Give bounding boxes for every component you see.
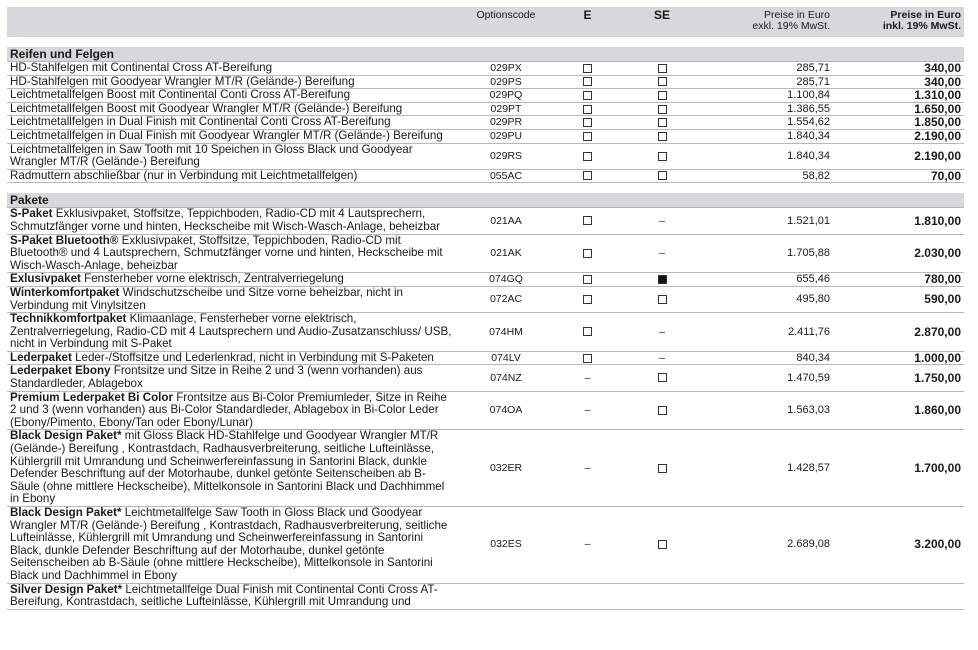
availability-e	[555, 75, 620, 89]
header-se: SE	[620, 7, 704, 37]
option-text: Exklusivpaket, Stoffsitze, Teppichboden, Radio-CD mit Bluetooth® und 4 Lautsprechern, Schmutzfänger vorne und hinten, Heckscheibe mit Wisch-Wasch-Anlage, beheizbar	[10, 233, 443, 272]
option-description	[7, 313, 457, 352]
price-incl-vat: 2.030,00	[833, 234, 964, 273]
price-excl-vat: 495,80	[704, 286, 833, 312]
availability-se	[620, 507, 704, 584]
price-excl-vat: 1.386,55	[704, 102, 833, 116]
empty-square-icon	[658, 77, 667, 86]
availability-e	[555, 208, 620, 234]
filled-square-icon	[658, 275, 667, 284]
price-incl-vat: 3.200,00	[833, 507, 964, 584]
availability-se	[620, 430, 704, 507]
option-code: 074OA	[457, 391, 555, 430]
not-available-dash: –	[659, 247, 665, 260]
section-header	[7, 47, 964, 62]
option-code: 074GQ	[457, 273, 555, 287]
package-name: Black Design Paket*	[10, 429, 122, 443]
option-text: Frontsitze und Sitze in Reihe 2 und 3 (wenn vorhanden) aus Standardleder, Ablagebox	[10, 364, 423, 391]
not-available-dash: –	[659, 325, 665, 338]
package-name: Exlusivpaket	[10, 272, 81, 286]
option-text: Leichtmetallfelgen in Dual Finish mit Continental Conti Cross AT-Bereifung	[10, 115, 391, 129]
empty-square-icon	[583, 275, 592, 284]
empty-square-icon	[658, 464, 667, 473]
empty-square-icon	[583, 216, 592, 225]
price-excl-vat: 655,46	[704, 273, 833, 287]
header-price-excl	[704, 7, 833, 37]
option-code: 029PS	[457, 75, 555, 89]
section-spacer	[7, 183, 964, 194]
price-excl-vat: 1.563,03	[704, 391, 833, 430]
option-code: 074LV	[457, 351, 555, 365]
availability-se	[620, 365, 704, 391]
availability-e	[555, 234, 620, 273]
price-incl-vat: 70,00	[833, 169, 964, 183]
option-code: 029RS	[457, 143, 555, 169]
option-text: Leder-/Stoffsitze und Lederlenkrad, nicht in Verbindung mit S-Paketen	[71, 350, 434, 364]
availability-se	[620, 583, 704, 609]
option-description	[7, 430, 457, 507]
table-body	[7, 37, 964, 609]
not-available-dash: –	[584, 461, 591, 474]
option-description	[7, 75, 457, 89]
price-excl-vat: 1.705,88	[704, 234, 833, 273]
not-available-dash: –	[659, 351, 665, 364]
section-header-cell	[704, 47, 833, 62]
table-row	[7, 143, 964, 169]
package-name: Technikkomfortpaket	[10, 312, 127, 326]
price-excl-vat: 285,71	[704, 75, 833, 89]
option-description	[7, 351, 457, 365]
availability-se	[620, 116, 704, 130]
option-description	[7, 129, 457, 143]
price-excl-vat: 1.840,34	[704, 129, 833, 143]
availability-se	[620, 351, 704, 365]
availability-se	[620, 129, 704, 143]
option-code: 055AC	[457, 169, 555, 183]
header-price-incl	[833, 7, 964, 37]
option-code: 029PU	[457, 129, 555, 143]
empty-square-icon	[583, 295, 592, 304]
table-row	[7, 365, 964, 391]
option-code: 072AC	[457, 286, 555, 312]
section-header-cell	[620, 193, 704, 208]
option-description	[7, 583, 457, 609]
price-excl-vat: 2.689,08	[704, 507, 833, 584]
availability-e	[555, 286, 620, 312]
option-description	[7, 89, 457, 103]
table-row	[7, 102, 964, 116]
option-text: Exklusivpaket, Stoffsitze, Teppichboden, Radio-CD mit 4 Lautsprechern, Schmutzfänger vorne und hinten, Heckscheibe mit Wisch-Wasch-Anlage, beheizbar	[10, 207, 441, 233]
option-text: mit Gloss Black HD-Stahlfelge und Goodyear Wrangler MT/R (Gelände-) Bereifung , Kontrastdach, Radhausverbreiterung, seitliche Lufteinlässe, Kühlergrill mit Umrandung und Scheinwerfereinfassung in Santorini Black, dunkle Defender Beschriftung auf der Motorhaube, dunkel getönte Seitenscheiben ab B-Säule (ohne mittlere Heckscheibe), Mittelkonsole in Santorini Black und Dachhimmel in Ebony	[10, 429, 445, 506]
section-header-cell	[704, 193, 833, 208]
not-available-dash: –	[584, 538, 591, 551]
option-description	[7, 62, 457, 76]
option-text: Leichtmetallfelgen in Saw Tooth mit 10 Speichen in Gloss Black und Goodyear Wrangler MT/R (Gelände-) Bereifung	[10, 142, 413, 169]
price-excl-vat: 285,71	[704, 62, 833, 76]
table-row	[7, 351, 964, 365]
option-description	[7, 286, 457, 312]
table-row	[7, 286, 964, 312]
section-header-cell	[457, 47, 555, 62]
option-description	[7, 507, 457, 584]
section-header-cell	[555, 193, 620, 208]
empty-square-icon	[583, 64, 592, 73]
price-incl-vat: 2.870,00	[833, 313, 964, 352]
availability-e	[555, 430, 620, 507]
price-incl-vat: 2.190,00	[833, 143, 964, 169]
option-code: 074NZ	[457, 365, 555, 391]
price-incl-vat: 1.850,00	[833, 116, 964, 130]
package-name: Lederpaket Ebony	[10, 364, 111, 378]
table-row	[7, 313, 964, 352]
price-incl-vat: 1.310,00	[833, 89, 964, 103]
availability-e	[555, 313, 620, 352]
price-excl-vat: 1.521,01	[704, 208, 833, 234]
table-row	[7, 273, 964, 287]
availability-se	[620, 208, 704, 234]
availability-e	[555, 62, 620, 76]
table-row	[7, 583, 964, 609]
option-description	[7, 234, 457, 273]
table-row	[7, 208, 964, 234]
availability-e	[555, 507, 620, 584]
availability-se	[620, 169, 704, 183]
price-incl-vat: 340,00	[833, 75, 964, 89]
option-text: Fensterheber vorne elektrisch, Zentralverriegelung	[80, 272, 344, 286]
table-row	[7, 169, 964, 183]
not-available-dash: –	[584, 404, 591, 417]
option-description	[7, 391, 457, 430]
not-available-dash: –	[659, 214, 665, 227]
availability-se	[620, 286, 704, 312]
price-excl-vat: 1.428,57	[704, 430, 833, 507]
empty-square-icon	[658, 152, 667, 161]
option-description	[7, 102, 457, 116]
availability-se	[620, 75, 704, 89]
empty-square-icon	[658, 171, 667, 180]
price-incl-vat: 1.000,00	[833, 351, 964, 365]
table-row	[7, 116, 964, 130]
section-header-cell	[620, 47, 704, 62]
options-price-table	[7, 7, 964, 610]
section-header-cell	[457, 193, 555, 208]
option-text: Leichtmetallfelge Dual Finish mit Continental Conti Cross AT-Bereifung, Kontrastdach, seitliche Lufteinlässe, Kühlergrill mit Umrandung und	[10, 582, 438, 609]
availability-se	[620, 391, 704, 430]
availability-se	[620, 102, 704, 116]
package-name: S-Paket	[10, 207, 53, 221]
availability-se	[620, 234, 704, 273]
option-text: Leichtmetallfelgen Boost mit Goodyear Wrangler MT/R (Gelände-) Bereifung	[10, 101, 403, 115]
section-title: Pakete	[7, 193, 457, 208]
option-description	[7, 273, 457, 287]
option-code: 021AK	[457, 234, 555, 273]
package-name: Premium Lederpaket Bi Color	[10, 390, 173, 404]
empty-square-icon	[583, 152, 592, 161]
option-code: 029PX	[457, 62, 555, 76]
availability-se	[620, 313, 704, 352]
availability-se	[620, 143, 704, 169]
availability-se	[620, 89, 704, 103]
option-description	[7, 116, 457, 130]
availability-e	[555, 365, 620, 391]
section-title: Reifen und Felgen	[7, 47, 457, 62]
empty-square-icon	[658, 91, 667, 100]
availability-e	[555, 391, 620, 430]
option-description	[7, 143, 457, 169]
empty-square-icon	[658, 295, 667, 304]
availability-se	[620, 62, 704, 76]
empty-square-icon	[583, 132, 592, 141]
empty-square-icon	[583, 77, 592, 86]
option-description	[7, 365, 457, 391]
price-incl-vat: 1.810,00	[833, 208, 964, 234]
table-row	[7, 507, 964, 584]
price-incl-vat: 1.860,00	[833, 391, 964, 430]
price-excl-vat: 58,82	[704, 169, 833, 183]
price-excl-vat: 840,34	[704, 351, 833, 365]
header-price-excl-line2: exkl. 19% MwSt.	[752, 20, 830, 32]
empty-square-icon	[658, 132, 667, 141]
price-incl-vat: 340,00	[833, 62, 964, 76]
availability-e	[555, 351, 620, 365]
empty-square-icon	[583, 354, 592, 363]
price-excl-vat: 1.840,34	[704, 143, 833, 169]
empty-square-icon	[583, 249, 592, 258]
option-code: 032ER	[457, 430, 555, 507]
option-code: 029PR	[457, 116, 555, 130]
empty-square-icon	[583, 91, 592, 100]
price-excl-vat: 1.100,84	[704, 89, 833, 103]
package-name: Lederpaket	[10, 350, 72, 364]
option-code: 029PQ	[457, 89, 555, 103]
option-text: Windschutzscheibe und Sitze vorne beheizbar, nicht in Verbindung mit Vinylsitzen	[10, 285, 403, 312]
price-incl-vat: 1.750,00	[833, 365, 964, 391]
option-code: 032ES	[457, 507, 555, 584]
table-row	[7, 430, 964, 507]
empty-square-icon	[658, 118, 667, 127]
option-code	[457, 583, 555, 609]
price-incl-vat	[833, 583, 964, 609]
table-row	[7, 62, 964, 76]
option-text: Leichtmetallfelgen in Dual Finish mit Goodyear Wrangler MT/R (Gelände-) Bereifung	[10, 128, 443, 142]
option-code: 074HM	[457, 313, 555, 352]
availability-se	[620, 273, 704, 287]
price-incl-vat: 1.700,00	[833, 430, 964, 507]
option-text: Klimaanlage, Fensterheber vorne elektrisch, Zentralverriegelung, Radio-CD mit 4 Lautsprechern und Audio-Zusatzanschluss/ USB, nicht in Verbindung mit S-Paket	[10, 312, 452, 351]
spacer-cell	[7, 183, 964, 194]
option-description	[7, 208, 457, 234]
header-price-incl-line1: Preise in Euro	[890, 9, 961, 21]
table-row	[7, 234, 964, 273]
section-header-cell	[555, 47, 620, 62]
table-row	[7, 391, 964, 430]
option-text: Radmuttern abschließbar (nur in Verbindung mit Leichtmetallfelgen)	[10, 168, 358, 182]
empty-square-icon	[658, 105, 667, 114]
table-row	[7, 75, 964, 89]
header-option-code: Optionscode	[457, 7, 555, 37]
availability-e	[555, 169, 620, 183]
price-excl-vat	[704, 583, 833, 609]
header-description	[7, 7, 457, 37]
header-price-incl-line2: inkl. 19% MwSt.	[882, 20, 961, 32]
price-incl-vat: 1.650,00	[833, 102, 964, 116]
option-text: HD-Stahlfelgen mit Continental Cross AT-Bereifung	[10, 61, 273, 74]
table-row	[7, 129, 964, 143]
price-incl-vat: 590,00	[833, 286, 964, 312]
option-text: Leichtmetallfelgen Boost mit Continental Conti Cross AT-Bereifung	[10, 88, 351, 102]
option-description	[7, 169, 457, 183]
option-text: HD-Stahlfelgen mit Goodyear Wrangler MT/R (Gelände-) Bereifung	[10, 74, 355, 88]
section-spacer	[7, 37, 964, 47]
availability-e	[555, 143, 620, 169]
empty-square-icon	[583, 327, 592, 336]
availability-e	[555, 89, 620, 103]
empty-square-icon	[583, 118, 592, 127]
empty-square-icon	[658, 64, 667, 73]
section-header-cell	[833, 193, 964, 208]
empty-square-icon	[658, 406, 667, 415]
table-row	[7, 89, 964, 103]
availability-e	[555, 583, 620, 609]
price-incl-vat: 2.190,00	[833, 129, 964, 143]
price-excl-vat: 1.554,62	[704, 116, 833, 130]
availability-e	[555, 116, 620, 130]
table-header-row	[7, 7, 964, 37]
availability-e	[555, 273, 620, 287]
header-price-excl-line1: Preise in Euro	[764, 9, 830, 21]
empty-square-icon	[658, 373, 667, 382]
availability-e	[555, 129, 620, 143]
empty-square-icon	[583, 171, 592, 180]
section-header-cell	[833, 47, 964, 62]
option-text: Frontsitze aus Bi-Color Premiumleder, Sitze in Reihe 2 und 3 (wenn vorhanden) aus Bi-Color Standardleder, Ablagebox in Bi-Color Leder (Ebony/Pimento, Ebony/Tan oder Ebony/Lunar)	[10, 390, 447, 429]
spacer-cell	[7, 37, 964, 47]
availability-e	[555, 102, 620, 116]
price-excl-vat: 1.470,59	[704, 365, 833, 391]
package-name: Black Design Paket*	[10, 506, 122, 519]
empty-square-icon	[658, 540, 667, 549]
not-available-dash: –	[584, 371, 591, 384]
section-header	[7, 193, 964, 208]
option-text: Leichtmetallfelge Saw Tooth in Gloss Black und Goodyear Wrangler MT/R (Gelände-) Bereifung , Kontrastdach, Radhausverbreiterung, seitliche Lufteinlässe, Kühlergrill mit Umrandung und Scheinwerfereinfassung in Santorini Black, dunkle Defender Beschriftung auf der Motorhaube, dunkel getönte Seitenscheiben ab B-Säule (ohne mittlere Heckscheibe), Mittelkonsole in Santorini Black und Dachhimmel in Ebony	[10, 506, 448, 582]
price-excl-vat: 2.411,76	[704, 313, 833, 352]
package-name: Winterkomfortpaket	[10, 285, 120, 299]
option-code: 029PT	[457, 102, 555, 116]
package-name: S-Paket Bluetooth®	[10, 233, 119, 247]
header-e: E	[555, 7, 620, 37]
price-incl-vat: 780,00	[833, 273, 964, 287]
empty-square-icon	[583, 105, 592, 114]
option-code: 021AA	[457, 208, 555, 234]
package-name: Silver Design Paket*	[10, 582, 123, 596]
